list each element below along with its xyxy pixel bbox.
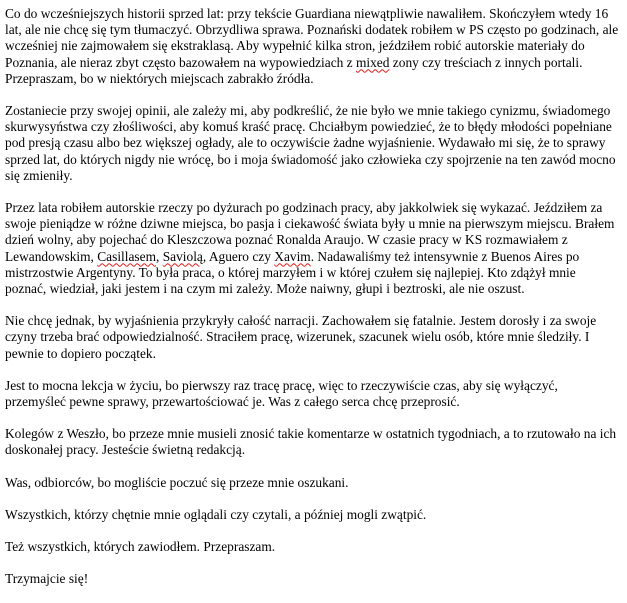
text-run: Zostaniecie przy swojej opinii, ale zależy mi, aby podkreślić, że nie było we mnie takiego cynizmu, świadomego skurwysyństwa czy złośliwości, aby komuś kraść pracę. Chciałbym powiedzieć, że to błędy młodości popełniane pod presją czasu albo bez większej ogłady, ale to oczywiście żadne wyjaśnienie. Wydawało mi się, że to sprawy sprzed lat, do których nigdy nie wrócę, bo i moja świadomość jako człowieka czy spojrzenie na ten zawód mocno się zmieniły. xyxy=(5,103,616,183)
paragraph-9 xyxy=(5,539,620,555)
text-run: . Nadawaliśmy też intensywnie z Buenos Aires po mistrzostwie Argentyny. To była praca, o której marzyłem i w której czułem się najlepiej. Kto zdążył mnie poznać, wiedział, jaki jestem i na czym mi zależy. Może naiwny, głupi i beztroski, ale nie oszust. xyxy=(5,248,580,297)
paragraph-5 xyxy=(5,378,620,410)
text-run: Nie chcę jednak, by wyjaśnienia przykryły całość narracji. Zachowałem się fatalnie. Jestem dorosły i za swoje czyny trzeba brać odpowiedzialność. Straciłem pracę, wizerunek, szacunek wielu osób, które mnie śledziły. I pewnie to dopiero początek. xyxy=(5,313,597,361)
text-run: zony czy treściach z innych portali. Przepraszam, bo w niektórych miejscach zabrakło źródła. xyxy=(5,54,583,86)
text-run: Co do wcześniejszych historii sprzed lat: przy tekście Guardiana niewątpliwie nawaliłem. Skończyłem wtedy 16 lat, ale nie chcę się tym tłumaczyć. Obrzydliwa sprawa. Poznański dodatek robiłem w PS często po godzinach, ale wcześniej nie zajmowałem się ekstraklasą. Aby wypełnić kilka stron, jeździłem robić autorskie materiały do Poznania, ale nieraz zbyt często bazowałem na wypowiedziach z xyxy=(5,6,619,70)
paragraph-10 xyxy=(5,571,620,587)
text-run: Trzymajcie się! xyxy=(5,571,89,587)
paragraph-3 xyxy=(5,200,620,297)
text-run: , xyxy=(156,248,163,264)
text-run: Was, odbiorców, bo mogliście poczuć się przeze mnie oszukani. xyxy=(5,474,349,490)
document-body xyxy=(5,6,620,603)
text-run: Też wszystkich, których zawiodłem. Przepraszam. xyxy=(5,539,276,555)
paragraph-6 xyxy=(5,426,620,458)
paragraph-7 xyxy=(5,475,620,491)
text-run: Wszystkich, którzy chętnie mnie oglądali czy czytali, a później mogli zwątpić. xyxy=(5,506,427,522)
text-run: Jest to mocna lekcja w życiu, bo pierwszy raz tracę pracę, więc to rzeczywiście czas, aby się wyłączyć, przemyśleć pewne sprawy, przewartościować je. Was z całego serca chcę przeprosić. xyxy=(5,377,558,410)
text-run: Kolegów z Weszło, bo przeze mnie musieli znosić takie komentarze w ostatnich tygodniach, a to rzutowało na ich doskonałej pracy. Jesteście świetną redakcją. xyxy=(5,426,617,458)
paragraph-8 xyxy=(5,507,620,523)
misspelled-word: mixed xyxy=(355,54,390,70)
misspelled-word: Saviolą xyxy=(162,248,203,264)
misspelled-word: Xavim xyxy=(274,248,311,264)
paragraph-1 xyxy=(5,6,620,87)
misspelled-word: Casillasem xyxy=(97,248,156,264)
text-run: Przez lata robiłem autorskie rzeczy po dyżurach po godzinach pracy, aby jakkolwiek się wykazać. Jeździłem za swoje pieniądze w różne dziwne miejsca, bo pasja i ciekawość świata były u mnie na pierwszym miejscu. Brałem dzień wolny, aby pojechać do Kleszczowa poznać Ronalda Araujo. W czasie pracy w KS rozmawiałem z Lewandowskim, xyxy=(5,200,615,264)
paragraph-4 xyxy=(5,313,620,362)
paragraph-2 xyxy=(5,103,620,184)
text-run: , Aguero czy xyxy=(202,248,275,264)
